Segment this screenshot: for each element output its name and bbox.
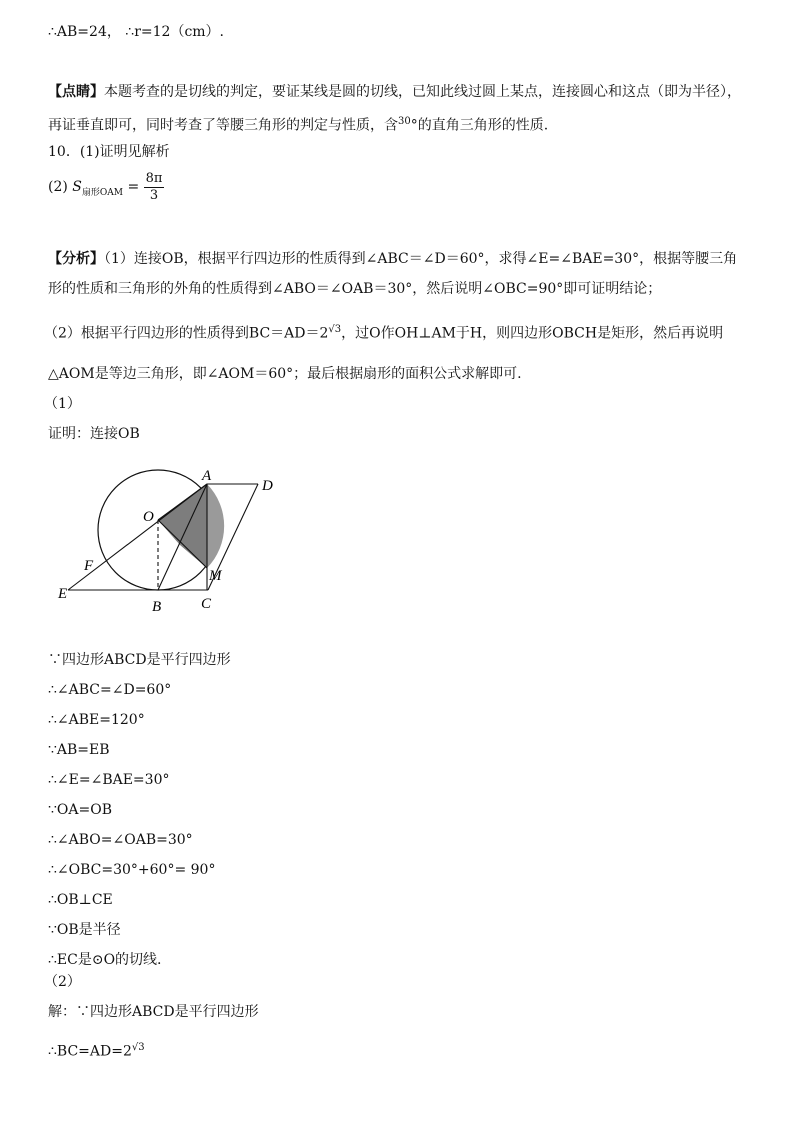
label-f: F xyxy=(84,558,94,574)
proof-step: ∴∠OBC=30°+60°= 90° xyxy=(48,862,216,878)
analysis-head: 【分析】 xyxy=(48,251,104,267)
analysis-text-2a: （2）根据平行四边形的性质得到BC＝AD＝2 xyxy=(44,325,329,342)
proof-step: ∴∠ABO=∠OAB=30° xyxy=(48,832,193,848)
degree-symbol: ° xyxy=(410,117,418,134)
analysis-text-2b: ，过O作OH⊥AM于H，则四边形OBCH是矩形，然后再说明 xyxy=(341,325,724,342)
label-o: O xyxy=(143,509,154,525)
proof-step: ∵AB=EB xyxy=(48,742,110,758)
proof-step: ∵四边形ABCD是平行四边形 xyxy=(48,652,231,668)
area-symbol: S xyxy=(72,179,82,195)
dianjing-text-b: 的直角三角形的性质. xyxy=(417,117,549,134)
label-c: C xyxy=(201,596,212,612)
fraction-denominator: 3 xyxy=(149,187,159,203)
proof-step: ∵OB是半径 xyxy=(48,922,121,938)
part-1-label: （1） xyxy=(44,396,81,412)
analysis-text-1: （1）连接OB，根据平行四边形的性质得到∠ABC＝∠D＝60°，求得∠E=∠BAE=30°，根据等腰三角形的性质和三角形的外角的性质得到∠ABO＝∠OAB＝30°，然后说明∠OBC=90°即可证明结论； xyxy=(48,251,738,297)
label-d: D xyxy=(262,478,273,494)
label-m: M xyxy=(209,568,222,584)
equals-sign: = xyxy=(127,179,140,195)
fraction-numerator: 8π xyxy=(145,170,163,186)
line-ab-r: ∴AB=24， ∴r=12（cm）. xyxy=(48,24,225,40)
sqrt-3: √3 xyxy=(328,324,342,335)
dianjing-line xyxy=(48,82,741,102)
area-subscript: 扇形OAM xyxy=(81,187,123,198)
dianjing-head: 【点睛】 xyxy=(48,84,104,100)
answer-2-line xyxy=(48,170,164,210)
proof-step: ∵OA=OB xyxy=(48,802,112,818)
proof-step: ∴∠ABC=∠D=60° xyxy=(48,682,172,698)
analysis-paragraph-3: △AOM是等边三角形，即∠AOM＝60°；最后根据扇形的面积公式求解即可. xyxy=(48,366,522,382)
question-10-line: 10．(1)证明见解析 xyxy=(48,144,170,160)
answer-2-prefix: (2) xyxy=(48,179,68,195)
proof-intro: 证明：连接OB xyxy=(48,426,140,442)
last-text: ∴BC=AD=2 xyxy=(48,1043,132,1060)
last-sqrt-3: √3 xyxy=(131,1042,145,1053)
label-b: B xyxy=(152,599,162,615)
label-e: E xyxy=(58,586,68,602)
analysis-paragraph-1 xyxy=(48,244,748,304)
proof-step: ∴∠E=∠BAE=30° xyxy=(48,772,170,788)
shaded-triangle xyxy=(158,484,207,568)
dianjing-line-2 xyxy=(48,112,548,136)
label-a: A xyxy=(202,468,212,484)
part-2-label: （2） xyxy=(44,974,81,990)
solution-intro: 解：∵四边形ABCD是平行四边形 xyxy=(48,1004,259,1020)
geometry-figure xyxy=(50,458,290,620)
dianjing-text-a: 再证垂直即可，同时考查了等腰三角形的判定与性质，含 xyxy=(48,117,398,134)
degree-30: 30 xyxy=(398,116,411,127)
proof-step: ∴OB⊥CE xyxy=(48,892,113,908)
analysis-paragraph-2 xyxy=(44,320,723,344)
dianjing-body: 本题考查的是切线的判定，要证某线是圆的切线，已知此线过圆上某点，连接圆心和这点（即为半径）， xyxy=(104,84,741,100)
proof-step: ∴EC是⊙O的切线. xyxy=(48,952,162,968)
fraction-8pi-3 xyxy=(144,171,165,204)
last-line xyxy=(48,1038,145,1062)
proof-step: ∴∠ABE=120° xyxy=(48,712,145,728)
